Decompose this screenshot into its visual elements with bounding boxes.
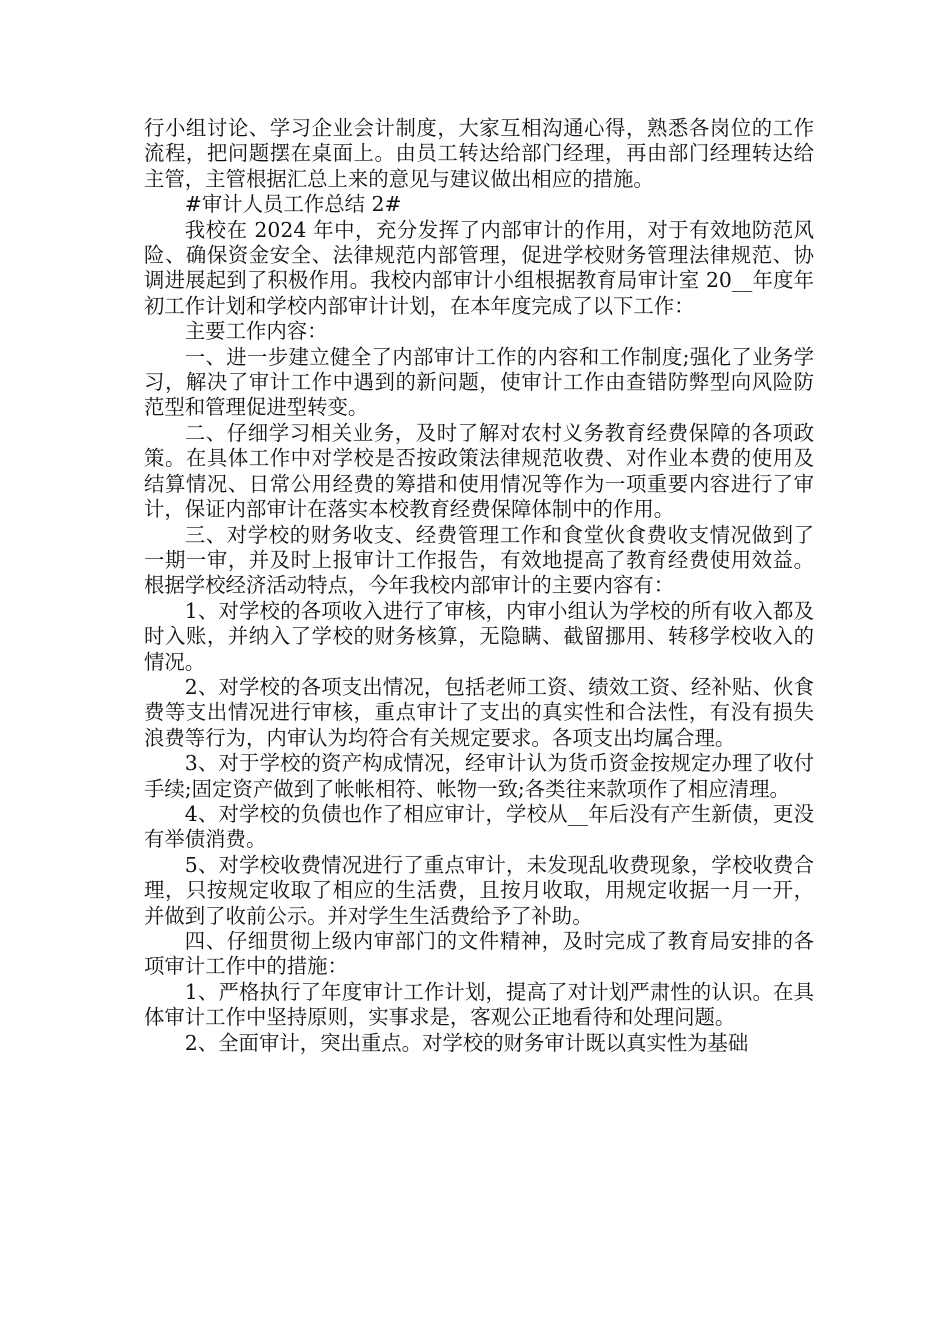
paragraph: 二、仔细学习相关业务，及时了解对农村义务教育经费保障的各项政策。在具体工作中对学校是否按政策法律规范收费、对作业本费的使用及结算情况、日常公用经费的筹措和使用情况等作为一项重要内容进行了审计，保证内部审计在落实本校教育经费保障体制中的作用。	[144, 420, 814, 522]
list-item: 4、对学校的负债也作了相应审计，学校从__年后没有产生新债，更没有举债消费。	[144, 801, 814, 852]
document-body	[144, 116, 814, 1056]
paragraph: 一、进一步建立健全了内部审计工作的内容和工作制度;强化了业务学习，解决了审计工作中遇到的新问题，使审计工作由查错防弊型向风险防范型和管理促进型转变。	[144, 344, 814, 420]
list-item: 1、对学校的各项收入进行了审核，内审小组认为学校的所有收入都及时入账，并纳入了学校的财务核算，无隐瞒、截留挪用、转移学校收入的情况。	[144, 598, 814, 674]
paragraph: 三、对学校的财务收支、经费管理工作和食堂伙食费收支情况做到了一期一审，并及时上报审计工作报告，有效地提高了教育经费使用效益。根据学校经济活动特点，今年我校内部审计的主要内容有：	[144, 522, 814, 598]
section-heading: #审计人员工作总结 2#	[184, 192, 402, 217]
paragraph: 四、仔细贯彻上级内审部门的文件精神，及时完成了教育局安排的各项审计工作中的措施：	[144, 929, 814, 979]
paragraph-continued: 行小组讨论、学习企业会计制度，大家互相沟通心得，熟悉各岗位的工作流程，把问题摆在桌面上。由员工转达给部门经理，再由部门经理转达给主管，主管根据汇总上来的意见与建议做出相应的措施。	[144, 116, 814, 191]
list-item: 5、对学校收费情况进行了重点审计，未发现乱收费现象，学校收费合理，只按规定收取了相应的生活费，且按月收取，用规定收据一月一开，并做到了收前公示。并对学生生活费给予了补助。	[144, 852, 814, 928]
list-item: 1、严格执行了年度审计工作计划，提高了对计划严肃性的认识。在具体审计工作中坚持原则，实事求是，客观公正地看待和处理问题。	[144, 979, 814, 1030]
list-item: 2、对学校的各项支出情况，包括老师工资、绩效工资、经补贴、伙食费等支出情况进行审核，重点审计了支出的真实性和合法性，有没有损失浪费等行为，内审认为均符合有关规定要求。各项支出均属合理。	[144, 674, 814, 750]
paragraph: 我校在 2024 年中，充分发挥了内部审计的作用，对于有效地防范风险、确保资金安全、法律规范内部管理，促进学校财务管理法律规范、协调进展起到了积极作用。我校内部审计小组根据教育局审计室 20__年度年初工作计划和学校内部审计计划，在本年度完成了以下工作：	[144, 217, 814, 318]
list-item: 3、对于学校的资产构成情况，经审计认为货币资金按规定办理了收付手续;固定资产做到了帐帐相符、帐物一致;各类往来款项作了相应清理。	[144, 751, 814, 801]
list-item: 2、全面审计，突出重点。对学校的财务审计既以真实性为基础	[184, 1030, 749, 1055]
subheading-main-work: 主要工作内容：	[184, 319, 328, 344]
